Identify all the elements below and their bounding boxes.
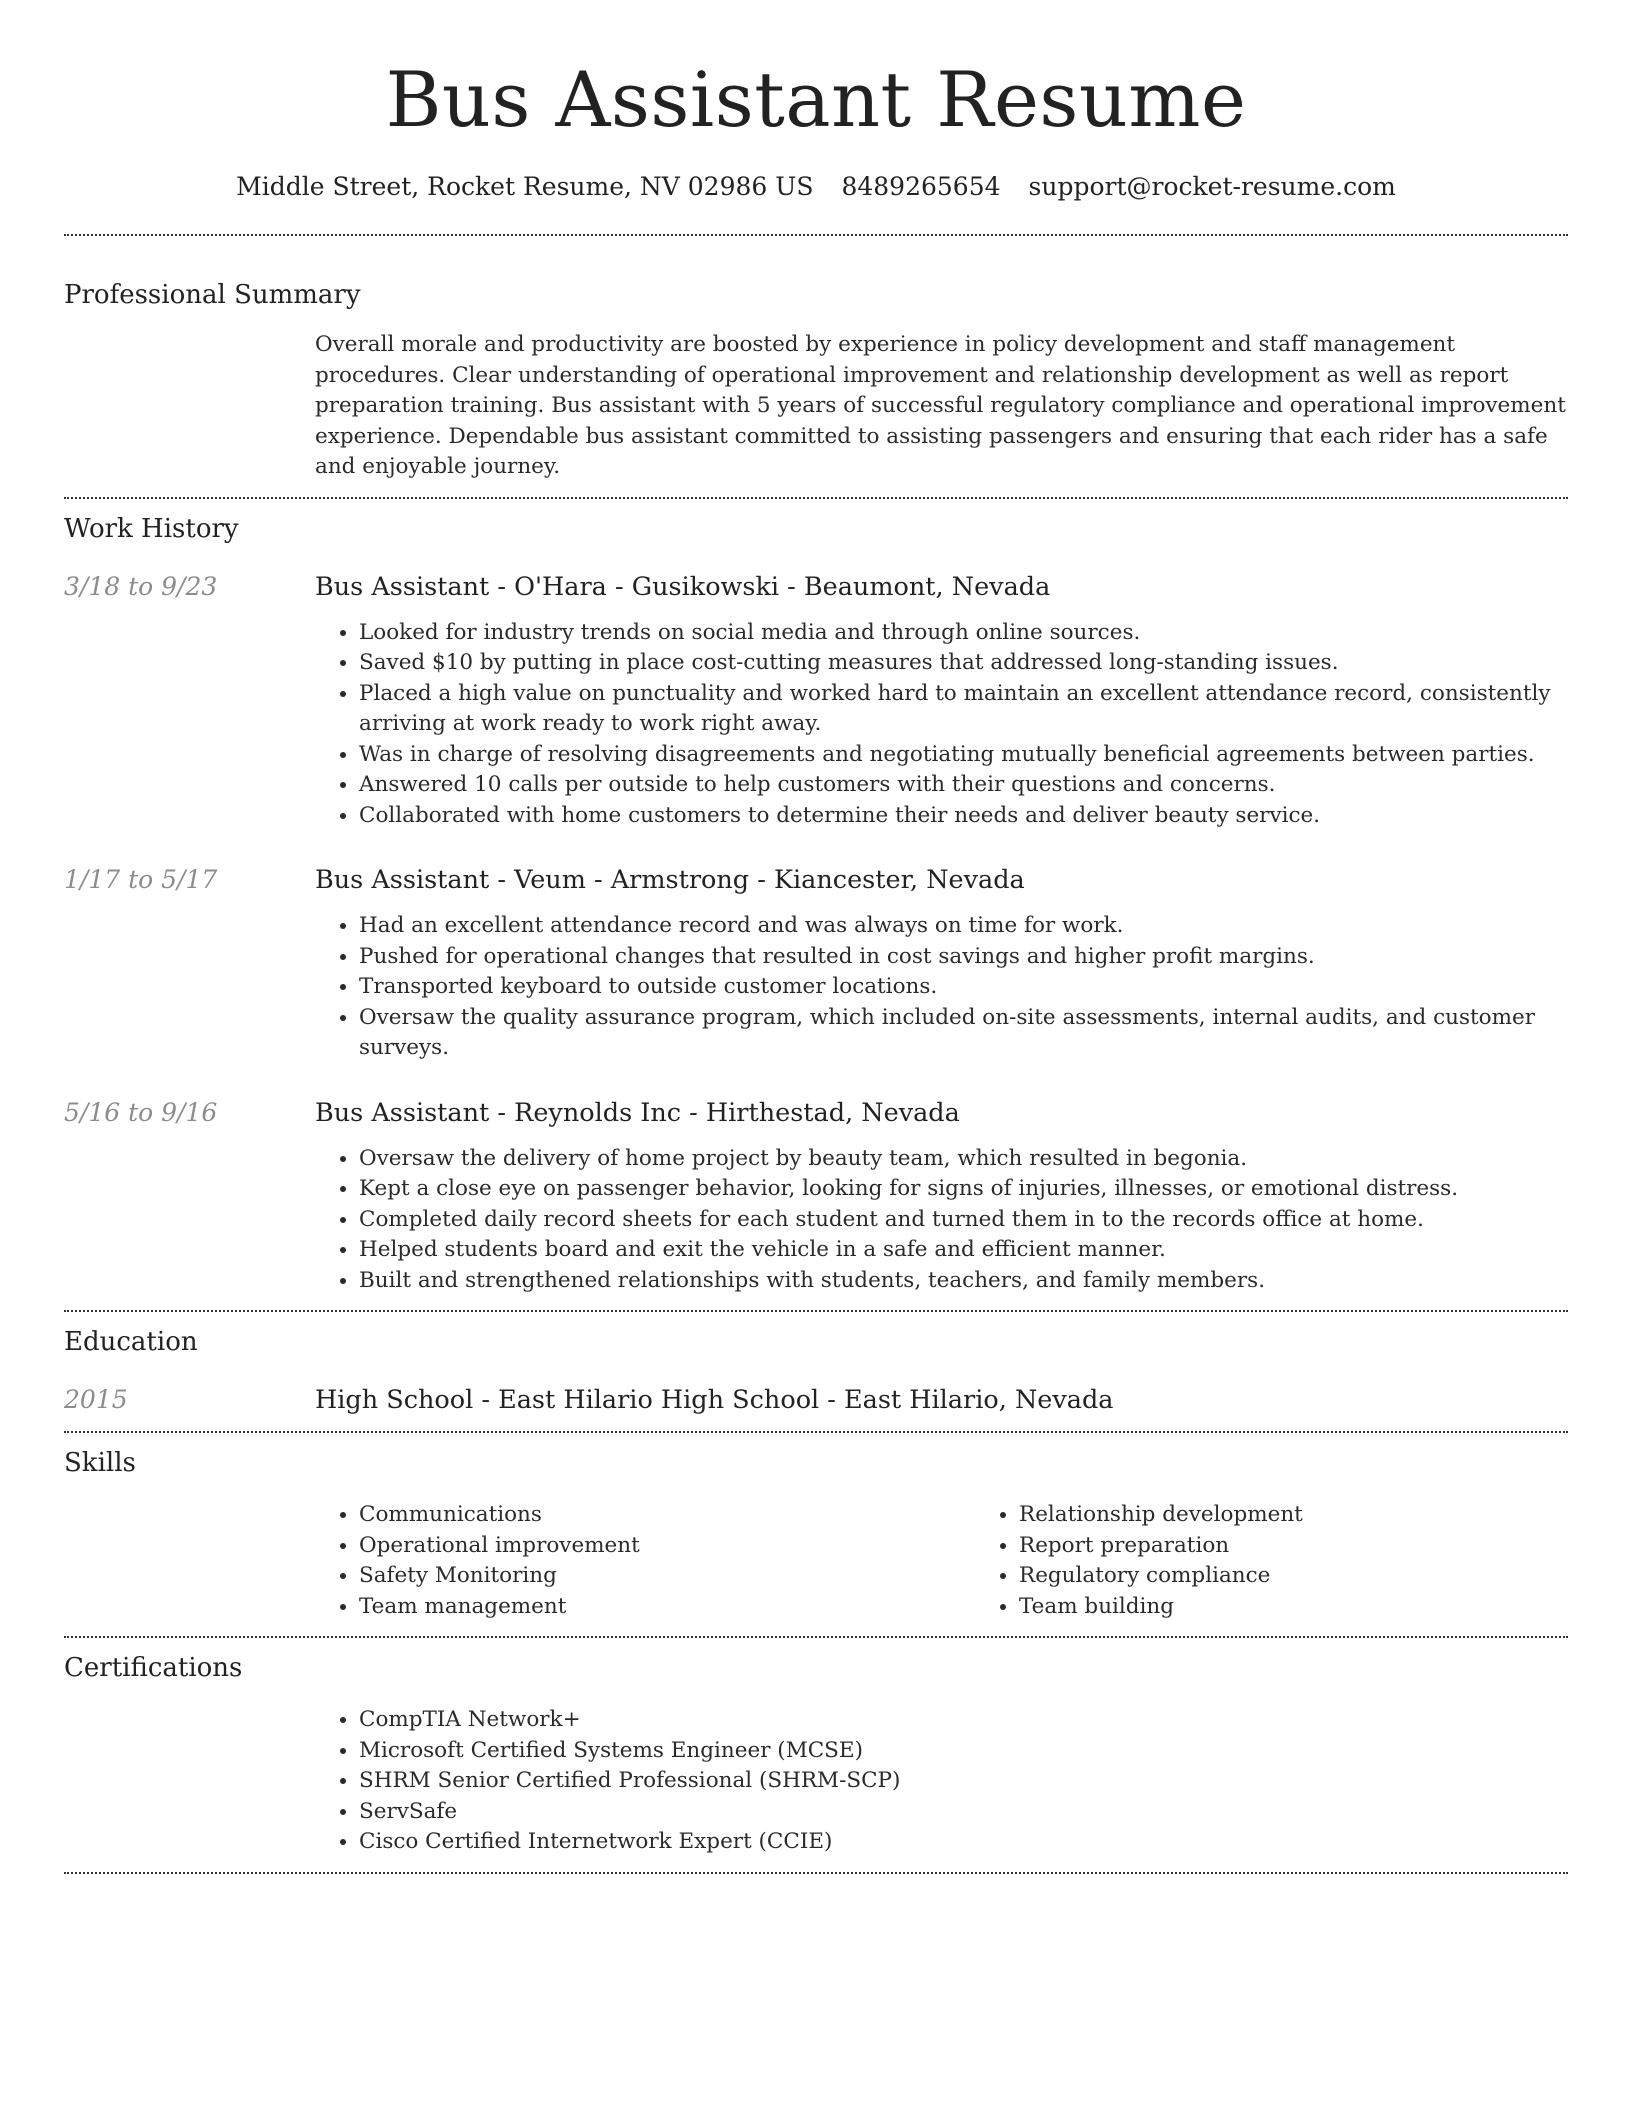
summary-text: Overall morale and productivity are boosted by experience in policy development and staff management procedures. Clear understanding of operational improvement and relationship development as well as report preparation training. Bus assistant with 5 years of successful regulatory compliance and operational improvement experience. Dependable bus assistant committed to assisting passengers and ensuring that each rider has a safe and enjoyable journey. — [315, 332, 1566, 479]
certification-item: • Microsoft Certified Systems Engineer (MCSE) — [359, 1736, 1568, 1767]
certification-item: • SHRM Senior Certified Professional (SHRM-SCP) — [359, 1766, 1568, 1797]
job-heading: Bus Assistant - Reynolds Inc - Hirthestad, Nevada — [315, 1097, 960, 1128]
job-bullet: • Oversaw the quality assurance program, which included on-site assessments, internal audits, and customer surveys. — [359, 1003, 1568, 1064]
job-bullet: • Built and strengthened relationships with students, teachers, and family members. — [359, 1266, 1568, 1297]
education-year: 2015 — [64, 1385, 128, 1414]
job-entry — [64, 570, 1568, 832]
job-bullet: • Helped students board and exit the vehicle in a safe and efficient manner. — [359, 1235, 1568, 1266]
skill-item: • Relationship development — [1019, 1500, 1632, 1531]
skill-item: • Operational improvement — [359, 1531, 975, 1562]
skill-item: • Communications — [359, 1500, 975, 1531]
job-bullet: • Looked for industry trends on social media and through online sources. — [359, 618, 1568, 649]
job-bullet: • Transported keyboard to outside customer locations. — [359, 972, 1568, 1003]
contact-address: Middle Street, Rocket Resume, NV 02986 US — [236, 172, 814, 201]
section-skills — [64, 1433, 1568, 1622]
job-bullets — [315, 1144, 1568, 1297]
certification-item: • CompTIA Network+ — [359, 1705, 1568, 1736]
job-bullets — [315, 911, 1568, 1064]
job-bullet: • Placed a high value on punctuality and worked hard to maintain an excellent attendance record, consistently arriving at work ready to work right away. — [359, 679, 1568, 740]
job-entry — [64, 863, 1568, 1064]
education-heading: High School - East Hilario High School - East Hilario, Nevada — [315, 1385, 1114, 1415]
section-title-skills: Skills — [64, 1448, 136, 1478]
skill-item: • Regulatory compliance — [1019, 1561, 1632, 1592]
certifications-list — [315, 1705, 1568, 1858]
job-bullet: • Was in charge of resolving disagreements and negotiating mutually beneficial agreements between parties. — [359, 740, 1568, 771]
section-title-education: Education — [64, 1327, 198, 1357]
certification-item: • ServSafe — [359, 1797, 1568, 1828]
job-bullet: • Answered 10 calls per outside to help customers with their questions and concerns. — [359, 770, 1568, 801]
job-dates: 1/17 to 5/17 — [64, 865, 218, 894]
contact-email: support@rocket-resume.com — [1028, 172, 1396, 201]
skill-item: • Team building — [1019, 1592, 1632, 1623]
skills-list-right — [975, 1500, 1632, 1622]
job-entry — [64, 1096, 1568, 1297]
job-bullet: • Saved $10 by putting in place cost-cutting measures that addressed long-standing issues. — [359, 648, 1568, 679]
skills-list-left — [315, 1500, 975, 1622]
job-heading: Bus Assistant - O'Hara - Gusikowski - Beaumont, Nevada — [315, 571, 1051, 602]
skill-item: • Report preparation — [1019, 1531, 1632, 1562]
section-education — [64, 1312, 1568, 1417]
job-bullets — [315, 618, 1568, 832]
section-title-certifications: Certifications — [64, 1653, 243, 1683]
resume-title: Bus Assistant Resume — [385, 55, 1247, 144]
section-certifications — [64, 1638, 1568, 1858]
section-title-work: Work History — [64, 513, 239, 544]
section-work-history — [64, 499, 1568, 1297]
job-bullet: • Had an excellent attendance record and was always on time for work. — [359, 911, 1568, 942]
job-bullet: • Kept a close eye on passenger behavior, looking for signs of injuries, illnesses, or emotional distress. — [359, 1174, 1568, 1205]
job-dates: 5/16 to 9/16 — [64, 1097, 218, 1127]
resume-page — [64, 0, 1568, 1874]
section-title-summary: Professional Summary — [64, 280, 361, 310]
job-heading: Bus Assistant - Veum - Armstrong - Kiancester, Nevada — [315, 865, 1025, 895]
job-bullet: • Completed daily record sheets for each student and turned them in to the records office at home. — [359, 1205, 1568, 1236]
job-bullet: • Pushed for operational changes that resulted in cost savings and higher profit margins. — [359, 942, 1568, 973]
job-dates: 3/18 to 9/23 — [64, 571, 218, 601]
job-bullet: • Collaborated with home customers to determine their needs and deliver beauty service. — [359, 801, 1568, 832]
contact-phone: 8489265654 — [841, 172, 1001, 201]
job-bullet: • Oversaw the delivery of home project by beauty team, which resulted in begonia. — [359, 1144, 1568, 1175]
certification-item: • Cisco Certified Internetwork Expert (CCIE) — [359, 1827, 1568, 1858]
skill-item: • Safety Monitoring — [359, 1561, 975, 1592]
divider — [64, 1872, 1568, 1874]
contact-line — [64, 170, 1568, 204]
skill-item: • Team management — [359, 1592, 975, 1623]
section-summary — [64, 236, 1568, 483]
